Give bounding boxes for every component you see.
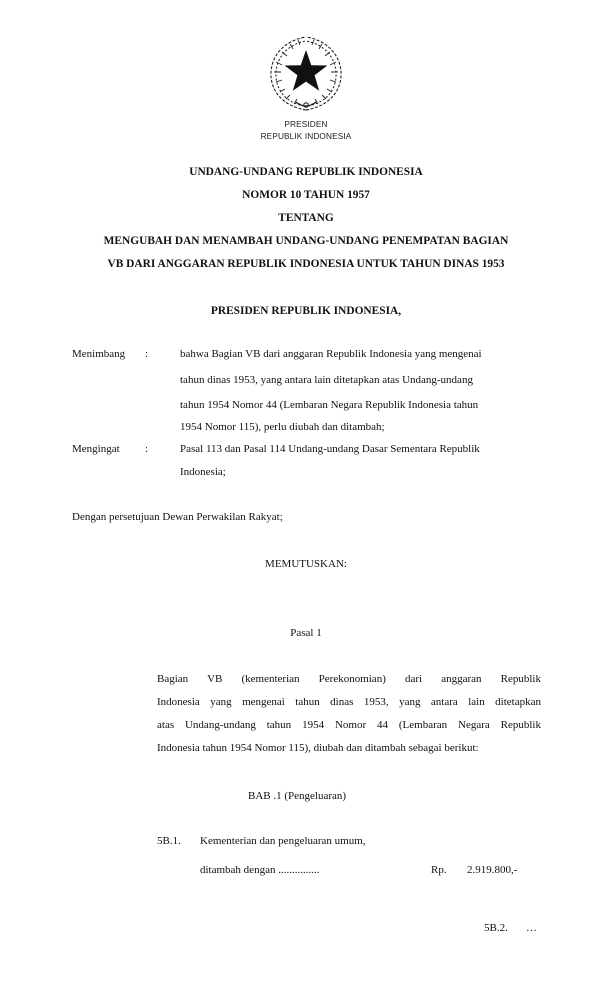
menimbang-line: tahun 1954 Nomor 44 (Lembaran Negara Republik Indonesia tahun <box>180 399 479 411</box>
menimbang-colon: : <box>145 348 149 360</box>
decision-heading: MEMUTUSKAN: <box>265 558 347 570</box>
continuation-ellipsis: … <box>526 922 537 934</box>
emblem-caption-presiden: PRESIDEN <box>284 119 328 129</box>
pasal-1-line: Bagian VB (kementerian Perekonomian) dari anggaran Republik <box>157 673 541 685</box>
law-subject-line-1: MENGUBAH DAN MENAMBAH UNDANG-UNDANG PENEMPATAN BAGIAN <box>103 235 509 247</box>
mengingat-label: Mengingat <box>72 443 120 455</box>
pasal-1-line: Indonesia yang mengenai tahun dinas 1953, yang antara lain ditetapkan <box>157 696 541 708</box>
menimbang-line: 1954 Nomor 115), perlu diubah dan ditambah; <box>180 421 385 433</box>
pasal-1-line: Indonesia tahun 1954 Nomor 115), diubah dan ditambah sebagai berikut: <box>157 742 479 754</box>
mengingat-colon: : <box>145 443 149 455</box>
law-number: NOMOR 10 TAHUN 1957 <box>242 189 370 201</box>
mengingat-line: Pasal 113 dan Pasal 114 Undang-undang Dasar Sementara Republik <box>180 443 480 455</box>
menimbang-line: tahun dinas 1953, yang antara lain ditetapkan atas Undang-undang <box>180 374 473 386</box>
presidential-emblem-icon <box>266 32 346 114</box>
pasal-1-line: atas Undang-undang tahun 1954 Nomor 44 (Lembaran Negara Republik <box>157 719 541 731</box>
item-description: Kementerian dan pengeluaran umum, <box>200 835 366 847</box>
mengingat-line: Indonesia; <box>180 466 226 478</box>
law-title: UNDANG-UNDANG REPUBLIK INDONESIA <box>189 166 423 178</box>
president-heading: PRESIDEN REPUBLIK INDONESIA, <box>210 305 402 317</box>
next-page-reference: 5B.2. <box>484 922 508 934</box>
bab-heading: BAB .1 (Pengeluaran) <box>248 790 347 802</box>
menimbang-label: Menimbang <box>72 348 126 360</box>
item-number: 5B.1. <box>157 835 181 847</box>
item-amount: 2.919.800,- <box>467 864 518 876</box>
item-sub-text: ditambah dengan ............... <box>200 864 320 876</box>
emblem-caption-republik: REPUBLIK INDONESIA <box>260 131 352 141</box>
law-subject-line-2: VB DARI ANGGARAN REPUBLIK INDONESIA UNTUK TAHUN DINAS 1953 <box>107 258 505 270</box>
law-about: TENTANG <box>278 212 334 224</box>
approval-text: Dengan persetujuan Dewan Perwakilan Rakyat; <box>72 511 283 523</box>
menimbang-line: bahwa Bagian VB dari anggaran Republik Indonesia yang mengenai <box>180 348 482 360</box>
pasal-1-heading: Pasal 1 <box>290 627 322 639</box>
item-currency: Rp. <box>431 864 447 876</box>
